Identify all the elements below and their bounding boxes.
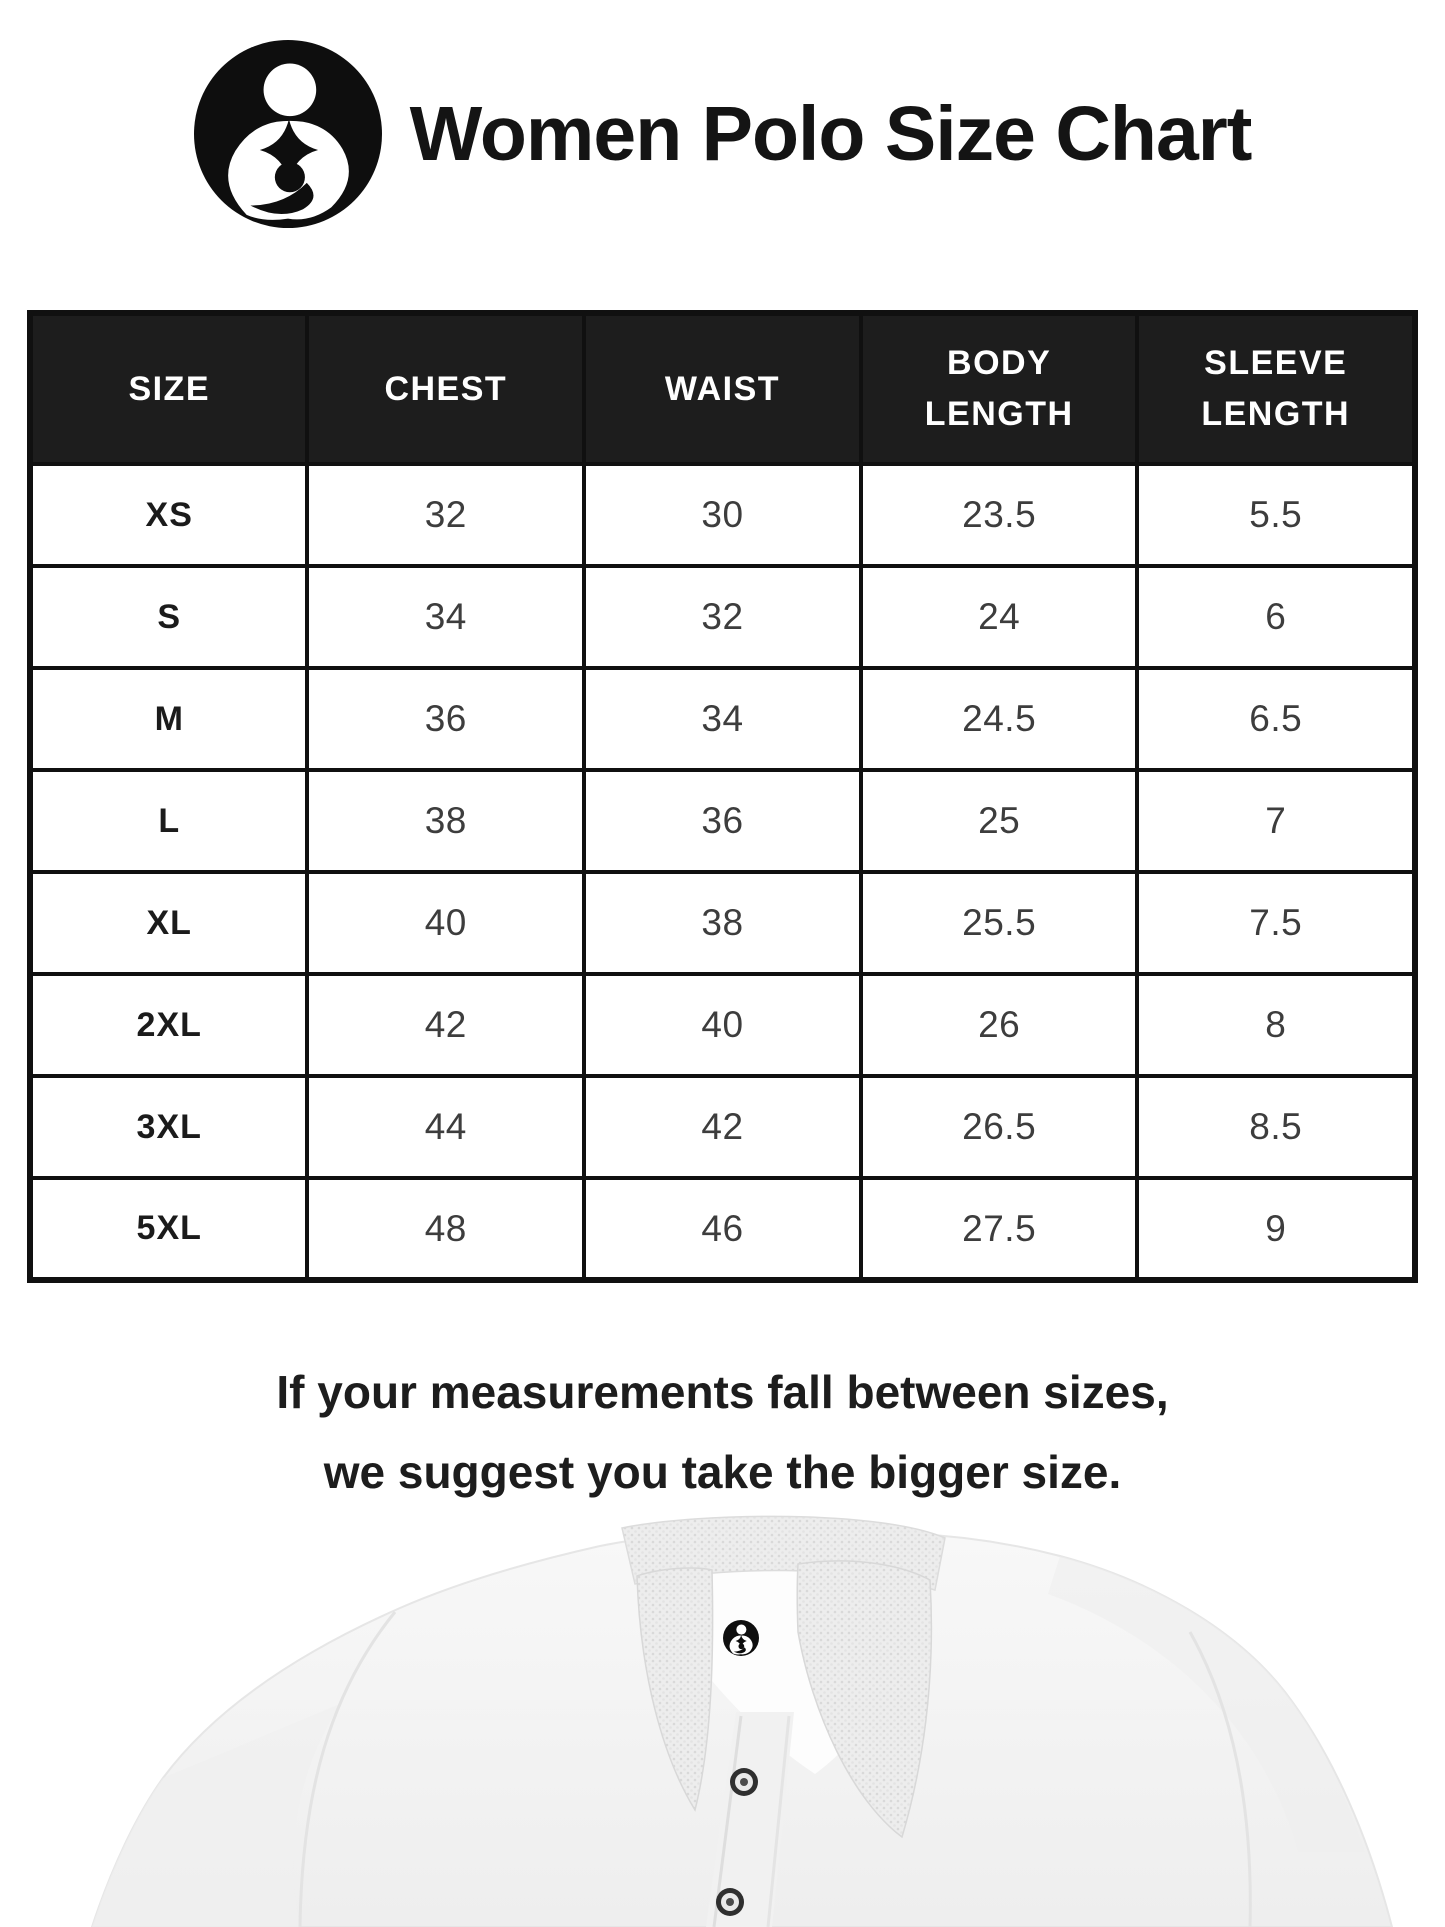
column-header-body-length: BODY LENGTH bbox=[861, 313, 1138, 464]
table-row bbox=[30, 464, 1415, 566]
cell-chest: 32 bbox=[307, 464, 584, 566]
row-size-label: XS bbox=[30, 464, 307, 566]
cell-waist: 46 bbox=[584, 1178, 861, 1280]
cell-sleeve-length: 6 bbox=[1137, 566, 1415, 668]
row-size-label: M bbox=[30, 668, 307, 770]
row-size-label: S bbox=[30, 566, 307, 668]
table-row bbox=[30, 1076, 1415, 1178]
shirt-neck-label-logo-icon bbox=[723, 1620, 759, 1656]
cell-body-length: 27.5 bbox=[861, 1178, 1138, 1280]
column-header-size: SIZE bbox=[30, 313, 307, 464]
row-size-label: 2XL bbox=[30, 974, 307, 1076]
column-header-waist: WAIST bbox=[584, 313, 861, 464]
cell-body-length: 24 bbox=[861, 566, 1138, 668]
row-size-label: 5XL bbox=[30, 1178, 307, 1280]
brand-logo-icon bbox=[194, 40, 382, 228]
cell-sleeve-length: 6.5 bbox=[1137, 668, 1415, 770]
cell-waist: 40 bbox=[584, 974, 861, 1076]
row-size-label: 3XL bbox=[30, 1076, 307, 1178]
fit-note bbox=[0, 1352, 1445, 1512]
polo-shirt-graphic bbox=[0, 1512, 1445, 1927]
cell-chest: 34 bbox=[307, 566, 584, 668]
polo-button bbox=[730, 1768, 758, 1796]
cell-body-length: 24.5 bbox=[861, 668, 1138, 770]
table-row bbox=[30, 872, 1415, 974]
brand-header bbox=[0, 34, 1445, 234]
cell-chest: 44 bbox=[307, 1076, 584, 1178]
cell-sleeve-length: 7 bbox=[1137, 770, 1415, 872]
header-row bbox=[30, 313, 1415, 464]
cell-sleeve-length: 5.5 bbox=[1137, 464, 1415, 566]
polo-shirt-image bbox=[0, 1512, 1445, 1927]
cell-chest: 36 bbox=[307, 668, 584, 770]
cell-sleeve-length: 7.5 bbox=[1137, 872, 1415, 974]
cell-chest: 38 bbox=[307, 770, 584, 872]
cell-body-length: 26.5 bbox=[861, 1076, 1138, 1178]
cell-waist: 38 bbox=[584, 872, 861, 974]
page-title: Women Polo Size Chart bbox=[409, 90, 1252, 177]
cell-sleeve-length: 9 bbox=[1137, 1178, 1415, 1280]
table-row bbox=[30, 1178, 1415, 1280]
cell-chest: 42 bbox=[307, 974, 584, 1076]
size-table-body bbox=[30, 464, 1415, 1280]
cell-waist: 34 bbox=[584, 668, 861, 770]
cell-body-length: 23.5 bbox=[861, 464, 1138, 566]
cell-sleeve-length: 8.5 bbox=[1137, 1076, 1415, 1178]
column-header-chest: CHEST bbox=[307, 313, 584, 464]
cell-chest: 40 bbox=[307, 872, 584, 974]
row-size-label: XL bbox=[30, 872, 307, 974]
column-header-sleeve-length: SLEEVE LENGTH bbox=[1137, 313, 1415, 464]
size-table-header bbox=[30, 313, 1415, 464]
polo-button bbox=[716, 1888, 744, 1916]
size-table bbox=[27, 310, 1418, 1283]
cell-body-length: 25 bbox=[861, 770, 1138, 872]
cell-waist: 32 bbox=[584, 566, 861, 668]
cell-body-length: 25.5 bbox=[861, 872, 1138, 974]
cell-sleeve-length: 8 bbox=[1137, 974, 1415, 1076]
cell-waist: 42 bbox=[584, 1076, 861, 1178]
row-size-label: L bbox=[30, 770, 307, 872]
table-row bbox=[30, 974, 1415, 1076]
table-row bbox=[30, 770, 1415, 872]
cell-waist: 36 bbox=[584, 770, 861, 872]
cell-chest: 48 bbox=[307, 1178, 584, 1280]
table-row bbox=[30, 566, 1415, 668]
table-row bbox=[30, 668, 1415, 770]
cell-waist: 30 bbox=[584, 464, 861, 566]
cell-body-length: 26 bbox=[861, 974, 1138, 1076]
note-line-2: we suggest you take the bigger size. bbox=[323, 1446, 1122, 1498]
note-line-1: If your measurements fall between sizes, bbox=[276, 1366, 1169, 1418]
